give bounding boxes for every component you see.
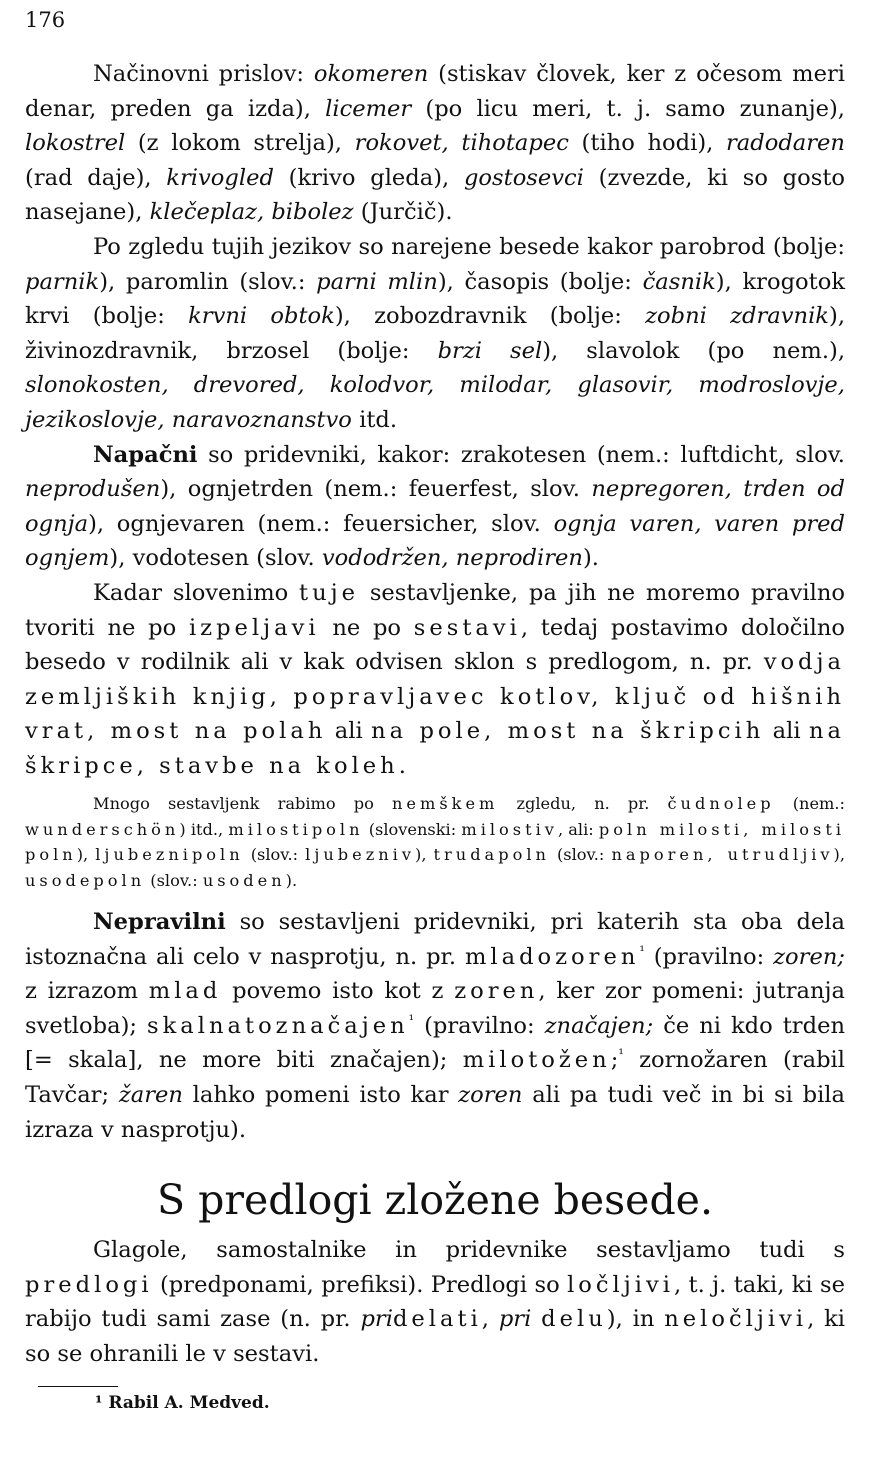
text-run: Kadar slovenimo xyxy=(93,579,300,606)
text-run: , xyxy=(481,1306,499,1333)
text-run: zoren xyxy=(458,1082,523,1109)
text-run: poln milosti, milosti poln xyxy=(25,819,845,865)
text-run: (slovenski: xyxy=(363,819,462,839)
text-run: (pravilno: xyxy=(644,943,774,970)
text-run: gostosevci xyxy=(463,164,584,191)
text-run: skalnatoznačajen xyxy=(147,1012,409,1039)
text-run: ; xyxy=(610,1047,619,1074)
text-run: parnik xyxy=(25,268,100,295)
text-run: lahko pomeni isto kar xyxy=(182,1082,459,1109)
text-run: povemo isto kot z xyxy=(221,978,455,1005)
small-print-paragraph xyxy=(25,791,845,893)
text-run: nemškem xyxy=(391,794,499,814)
text-run: licemer xyxy=(325,95,412,122)
text-run: zgledu, n. pr. xyxy=(498,794,668,814)
text-run: delati xyxy=(392,1306,482,1333)
text-run: zobni zdravnik xyxy=(645,303,829,330)
text-run: (po licu meri, t. j. samo zunanje), xyxy=(411,95,845,122)
text-run: Po zgledu tujih jezikov so narejene besede kakor parobrod (bolje: xyxy=(93,233,845,260)
body-text xyxy=(25,57,845,1372)
text-run: ), in xyxy=(606,1306,665,1333)
text-run: časnik xyxy=(642,268,716,295)
text-run: usoden xyxy=(202,870,286,890)
text-run: klečeplaz, bibolez xyxy=(149,199,354,226)
text-run: usodepoln xyxy=(25,870,146,890)
text-run: ) itd., xyxy=(179,819,229,839)
text-run: ljubezniv xyxy=(305,845,415,865)
text-run: (rad daje), xyxy=(25,164,167,191)
text-run: wunderschön xyxy=(25,819,180,839)
text-run: , t. j. taki, ki se rabijo tudi sami zase (n. pr. xyxy=(25,1271,845,1333)
paragraph xyxy=(25,576,845,784)
text-run: Napačni xyxy=(93,441,198,468)
text-run: pri xyxy=(498,1306,532,1333)
text-run: milotožen xyxy=(462,1047,611,1074)
text-run: ¹ xyxy=(408,1012,415,1029)
text-run: ¹ xyxy=(639,943,645,960)
text-run: trudapoln xyxy=(433,845,550,865)
text-run: neločljivi xyxy=(664,1306,808,1333)
text-run: , ki so se ohranili le v sestavi. xyxy=(25,1306,846,1368)
text-run: mladozoren xyxy=(464,943,640,970)
text-run: izpeljavi xyxy=(188,614,320,641)
text-run: . xyxy=(398,752,406,779)
text-run: zoren; xyxy=(773,943,845,970)
text-run: Nepravilni xyxy=(93,909,226,936)
text-run: ), časopis (bolje: xyxy=(437,268,643,295)
text-run: ), vodotesen (slov. xyxy=(109,545,322,572)
text-run: ), krogotok krvi (bolje: xyxy=(25,268,846,330)
paragraph xyxy=(25,905,845,1147)
text-run: ali xyxy=(326,718,372,745)
text-run: krvni obtok xyxy=(188,303,335,330)
paragraph xyxy=(25,1233,845,1371)
text-run: ), ognjevaren (nem.: feuersicher, slov. xyxy=(88,510,554,537)
text-run: (zvezde, ki so gosto nasejane), xyxy=(25,164,846,226)
text-run: sestavi xyxy=(413,614,521,641)
text-run: ). xyxy=(285,870,298,890)
text-run: neprodušen xyxy=(25,476,161,503)
text-run: zornožaren (rabil Tavčar; xyxy=(25,1047,846,1109)
text-run: ), zobozdravnik (bolje: xyxy=(334,303,646,330)
text-run: itd. xyxy=(351,406,398,433)
text-run: ljubeznipoln xyxy=(95,845,244,865)
text-run: ), slavolok (po nem.), xyxy=(542,337,845,364)
paragraph xyxy=(25,438,845,576)
text-run: so sestavljeni pridevniki, pri katerih sta oba dela istoznačna ali celo v nasprotju, n. pr. xyxy=(25,909,845,970)
page-number: 176 xyxy=(25,8,66,32)
paragraph xyxy=(25,230,845,438)
text-run: ). xyxy=(582,545,599,572)
text-run: slonokosten, drevored, kolodvor, milodar, glasovir, modroslovje, jezikoslovje, naravoznanstvo xyxy=(25,372,845,433)
text-run: (slov.: xyxy=(549,845,612,865)
text-run: vodja zemljiških knjig, popravljavec kotlov, ključ od hišnih vrat, most na polah xyxy=(25,649,845,745)
text-run: (slov.: xyxy=(243,845,306,865)
text-run: naporen, utrudljiv xyxy=(611,845,834,865)
paragraph xyxy=(25,57,845,230)
text-run: ločljivi xyxy=(567,1271,674,1298)
text-run: so pridevniki, kakor: zrakotesen (nem.: luftdicht, slov. xyxy=(197,441,845,468)
text-run: rokovet, tihotapec xyxy=(354,130,569,157)
text-run: na škripce, stavbe na koleh xyxy=(25,718,845,779)
text-run: tuje xyxy=(299,579,360,606)
text-run: ), xyxy=(833,845,846,865)
text-run: Mnogo sestavljenk rabimo po xyxy=(93,794,392,814)
text-run: sestavljenke, pa jih ne moremo pravilno tvoriti ne po xyxy=(25,579,845,641)
text-run: , ali: xyxy=(557,819,599,839)
text-run: milostiv xyxy=(461,819,558,839)
text-run: ), xyxy=(76,845,96,865)
text-run: (predponami, prefiksi). Predlogi so xyxy=(152,1271,568,1298)
section-heading: S predlogi zložene besede. xyxy=(157,1176,713,1225)
text-run: radodaren xyxy=(725,130,845,157)
text-run: ), živinozdravnik, brzosel (bolje: xyxy=(25,303,845,364)
text-run: vododržen, neprodiren xyxy=(321,545,583,572)
text-run: (nem.: xyxy=(774,794,846,814)
text-run: ali pa tudi več in bi si bila izraza v nasprotju). xyxy=(25,1082,845,1143)
text-run: (z lokom strelja), xyxy=(125,130,355,157)
text-run: Glagole, samostalnike in pridevnike sestavljamo tudi s xyxy=(93,1237,845,1264)
text-run: (slov.: xyxy=(145,870,203,890)
text-run: čudnolep xyxy=(667,794,775,814)
text-run: ), paromlin (slov.: xyxy=(99,268,317,295)
text-run: okomeren xyxy=(313,61,429,87)
text-run: ali xyxy=(764,718,809,745)
text-run: nepregoren, trden od ognja xyxy=(25,476,845,537)
text-run: ognja varen, varen pred ognjem xyxy=(25,510,845,572)
text-run: (tiho hodi), xyxy=(568,130,726,157)
text-run: parni mlin xyxy=(316,268,438,295)
text-run: brzi sel xyxy=(437,337,543,364)
text-run: predlogi xyxy=(25,1271,153,1298)
text-run: ), ognjetrden (nem.: feuerfest, slov. xyxy=(160,476,592,503)
text-run: značajen; xyxy=(544,1012,654,1039)
text-run: pri xyxy=(360,1306,393,1333)
text-run: lokostrel xyxy=(25,130,126,157)
text-run xyxy=(531,1306,541,1332)
text-run: z izrazom xyxy=(25,978,149,1005)
text-run: (Jurčič). xyxy=(353,199,453,226)
text-run: na pole, most na škripcih xyxy=(371,718,765,745)
footnote: ¹ Rabil A. Medved. xyxy=(95,1393,270,1413)
text-run: delu xyxy=(541,1306,607,1333)
text-run: če ni kdo trden [= skala], ne more biti značajen); xyxy=(25,1012,845,1074)
text-run: , ker zor pomeni: jutranja svetloba); xyxy=(25,978,846,1039)
text-run: mlad xyxy=(148,978,222,1005)
text-run: (pravilno: xyxy=(414,1012,545,1039)
text-run: žaren xyxy=(118,1082,183,1109)
footnote-rule xyxy=(38,1386,118,1387)
text-run: ne po xyxy=(319,614,414,641)
text-run: ), xyxy=(415,845,434,865)
text-run: Načinovni prislov: xyxy=(93,61,314,87)
text-run: zoren xyxy=(454,978,539,1005)
text-run: ¹ xyxy=(618,1046,624,1063)
text-run: , tedaj postavimo določilno besedo v rodilnik ali v kak odvisen sklon s predlogom, n. pr. xyxy=(25,614,845,676)
text-run: (krivo gleda), xyxy=(273,164,464,191)
text-run: (stiskav človek, ker z očesom meri denar, preden ga izda), xyxy=(25,61,846,122)
text-run: milostipoln xyxy=(228,819,364,839)
text-run: krivogled xyxy=(166,164,274,191)
